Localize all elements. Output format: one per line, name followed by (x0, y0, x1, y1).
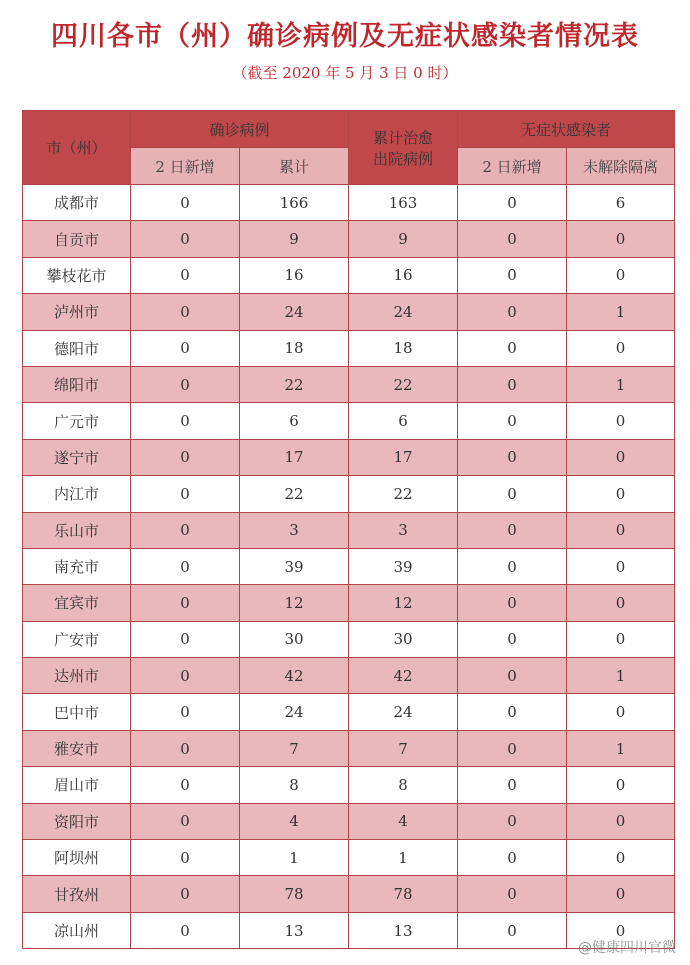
cell-asymptomatic-isolated: 1 (567, 730, 675, 766)
table-row (23, 621, 675, 657)
cell-recovered: 1 (349, 840, 458, 876)
cell-confirmed-total: 7 (240, 730, 349, 766)
table-row (23, 294, 675, 330)
cell-city: 雅安市 (23, 730, 131, 766)
cell-asymptomatic-isolated: 0 (567, 876, 675, 912)
cell-confirmed-new: 0 (131, 439, 240, 475)
cell-recovered: 39 (349, 548, 458, 584)
table-row (23, 694, 675, 730)
cell-asymptomatic-new: 0 (458, 330, 567, 366)
table-row (23, 767, 675, 803)
cell-asymptomatic-isolated: 1 (567, 294, 675, 330)
cell-confirmed-total: 3 (240, 512, 349, 548)
cell-recovered: 16 (349, 257, 458, 293)
cell-confirmed-new: 0 (131, 912, 240, 948)
cell-asymptomatic-new: 0 (458, 476, 567, 512)
table-row (23, 403, 675, 439)
cell-confirmed-new: 0 (131, 658, 240, 694)
cell-recovered: 9 (349, 221, 458, 257)
cell-recovered: 22 (349, 476, 458, 512)
cell-recovered: 4 (349, 803, 458, 839)
cell-asymptomatic-isolated: 0 (567, 512, 675, 548)
table-row (23, 439, 675, 475)
cell-confirmed-new: 0 (131, 294, 240, 330)
cell-confirmed-new: 0 (131, 803, 240, 839)
cell-city: 广安市 (23, 621, 131, 657)
cell-asymptomatic-new: 0 (458, 439, 567, 475)
cell-asymptomatic-new: 0 (458, 512, 567, 548)
cell-asymptomatic-new: 0 (458, 548, 567, 584)
cell-asymptomatic-isolated: 0 (567, 694, 675, 730)
header-city: 市（州） (23, 111, 131, 185)
cell-asymptomatic-isolated: 0 (567, 585, 675, 621)
cell-confirmed-total: 9 (240, 221, 349, 257)
cell-confirmed-total: 12 (240, 585, 349, 621)
cell-asymptomatic-new: 0 (458, 621, 567, 657)
cell-recovered: 17 (349, 439, 458, 475)
cell-confirmed-total: 17 (240, 439, 349, 475)
cell-asymptomatic-isolated: 6 (567, 185, 675, 221)
table-row (23, 257, 675, 293)
cell-asymptomatic-isolated: 0 (567, 330, 675, 366)
cell-confirmed-total: 18 (240, 330, 349, 366)
cell-city: 内江市 (23, 476, 131, 512)
cell-confirmed-total: 6 (240, 403, 349, 439)
table-row (23, 366, 675, 402)
cell-city: 攀枝花市 (23, 257, 131, 293)
cell-city: 德阳市 (23, 330, 131, 366)
cell-asymptomatic-isolated: 0 (567, 476, 675, 512)
table-row (23, 585, 675, 621)
table-row (23, 912, 675, 948)
cell-city: 成都市 (23, 185, 131, 221)
cell-recovered: 6 (349, 403, 458, 439)
cell-asymptomatic-new: 0 (458, 694, 567, 730)
cell-city: 自贡市 (23, 221, 131, 257)
cell-asymptomatic-new: 0 (458, 185, 567, 221)
cell-confirmed-new: 0 (131, 585, 240, 621)
header-asymptomatic-group: 无症状感染者 (458, 111, 675, 148)
page-title: 四川各市（州）确诊病例及无症状感染者情况表 (51, 21, 639, 52)
table-row (23, 658, 675, 694)
cell-asymptomatic-isolated: 0 (567, 439, 675, 475)
cell-confirmed-new: 0 (131, 257, 240, 293)
cell-confirmed-new: 0 (131, 840, 240, 876)
cell-city: 巴中市 (23, 694, 131, 730)
table-row (23, 730, 675, 766)
cell-asymptomatic-new: 0 (458, 257, 567, 293)
cell-asymptomatic-new: 0 (458, 221, 567, 257)
cell-asymptomatic-new: 0 (458, 876, 567, 912)
cell-asymptomatic-new: 0 (458, 840, 567, 876)
cell-asymptomatic-isolated: 0 (567, 257, 675, 293)
cell-confirmed-new: 0 (131, 512, 240, 548)
header-confirmed-total: 累计 (240, 148, 349, 185)
cell-recovered: 7 (349, 730, 458, 766)
cell-city: 泸州市 (23, 294, 131, 330)
cell-city: 遂宁市 (23, 439, 131, 475)
table-row (23, 476, 675, 512)
cell-asymptomatic-new: 0 (458, 730, 567, 766)
cases-table (22, 110, 675, 949)
cell-confirmed-new: 0 (131, 330, 240, 366)
cell-recovered: 18 (349, 330, 458, 366)
cell-confirmed-total: 42 (240, 658, 349, 694)
header-confirmed-new: 2 日新增 (131, 148, 240, 185)
cell-asymptomatic-isolated: 1 (567, 366, 675, 402)
cell-asymptomatic-isolated: 0 (567, 767, 675, 803)
cell-recovered: 13 (349, 912, 458, 948)
cell-city: 南充市 (23, 548, 131, 584)
cell-asymptomatic-new: 0 (458, 403, 567, 439)
cell-recovered: 42 (349, 658, 458, 694)
cell-confirmed-total: 24 (240, 294, 349, 330)
cell-confirmed-total: 24 (240, 694, 349, 730)
cell-confirmed-total: 1 (240, 840, 349, 876)
cell-city: 绵阳市 (23, 366, 131, 402)
cell-asymptomatic-new: 0 (458, 658, 567, 694)
cell-asymptomatic-new: 0 (458, 366, 567, 402)
cell-asymptomatic-new: 0 (458, 803, 567, 839)
header-confirmed-group: 确诊病例 (131, 111, 349, 148)
cell-confirmed-new: 0 (131, 730, 240, 766)
cell-asymptomatic-isolated: 0 (567, 621, 675, 657)
cell-city: 资阳市 (23, 803, 131, 839)
cell-recovered: 24 (349, 694, 458, 730)
table-row (23, 803, 675, 839)
cell-recovered: 163 (349, 185, 458, 221)
cell-recovered: 78 (349, 876, 458, 912)
cell-city: 甘孜州 (23, 876, 131, 912)
table-row (23, 548, 675, 584)
cell-asymptomatic-new: 0 (458, 912, 567, 948)
cell-city: 眉山市 (23, 767, 131, 803)
table-row (23, 840, 675, 876)
cell-confirmed-total: 22 (240, 476, 349, 512)
cell-asymptomatic-isolated: 0 (567, 912, 675, 948)
cell-city: 达州市 (23, 658, 131, 694)
cell-recovered: 22 (349, 366, 458, 402)
header-asymptomatic-isolated: 未解除隔离 (567, 148, 675, 185)
cell-confirmed-total: 30 (240, 621, 349, 657)
cell-asymptomatic-isolated: 0 (567, 803, 675, 839)
cell-asymptomatic-isolated: 0 (567, 548, 675, 584)
cell-city: 凉山州 (23, 912, 131, 948)
table-row (23, 512, 675, 548)
table-row (23, 221, 675, 257)
table-row (23, 876, 675, 912)
cell-asymptomatic-isolated: 0 (567, 403, 675, 439)
cell-city: 阿坝州 (23, 840, 131, 876)
page-subtitle: （截至 2020 年 5 月 3 日 0 时） (232, 64, 458, 82)
cell-confirmed-new: 0 (131, 876, 240, 912)
cell-asymptomatic-new: 0 (458, 294, 567, 330)
cell-confirmed-new: 0 (131, 221, 240, 257)
cell-confirmed-total: 4 (240, 803, 349, 839)
table-row (23, 330, 675, 366)
cell-confirmed-new: 0 (131, 548, 240, 584)
cell-asymptomatic-isolated: 0 (567, 840, 675, 876)
cell-confirmed-new: 0 (131, 366, 240, 402)
cell-city: 宜宾市 (23, 585, 131, 621)
cell-confirmed-new: 0 (131, 476, 240, 512)
cell-confirmed-new: 0 (131, 621, 240, 657)
weibo-watermark: @健康四川官微 (578, 940, 676, 956)
cell-recovered: 30 (349, 621, 458, 657)
header-asymptomatic-new: 2 日新增 (458, 148, 567, 185)
cell-confirmed-new: 0 (131, 767, 240, 803)
cell-asymptomatic-isolated: 1 (567, 658, 675, 694)
cell-recovered: 3 (349, 512, 458, 548)
cell-confirmed-total: 13 (240, 912, 349, 948)
cell-recovered: 8 (349, 767, 458, 803)
cell-asymptomatic-new: 0 (458, 585, 567, 621)
cell-recovered: 24 (349, 294, 458, 330)
cell-recovered: 12 (349, 585, 458, 621)
cell-confirmed-total: 39 (240, 548, 349, 584)
cell-city: 乐山市 (23, 512, 131, 548)
header-recovered: 累计治愈出院病例 (349, 111, 458, 185)
cell-asymptomatic-isolated: 0 (567, 221, 675, 257)
cell-confirmed-total: 166 (240, 185, 349, 221)
cell-confirmed-new: 0 (131, 185, 240, 221)
cell-asymptomatic-new: 0 (458, 767, 567, 803)
cell-confirmed-new: 0 (131, 403, 240, 439)
cell-confirmed-total: 22 (240, 366, 349, 402)
table-row (23, 185, 675, 221)
cell-confirmed-new: 0 (131, 694, 240, 730)
cell-confirmed-total: 16 (240, 257, 349, 293)
cell-confirmed-total: 78 (240, 876, 349, 912)
cell-confirmed-total: 8 (240, 767, 349, 803)
cell-city: 广元市 (23, 403, 131, 439)
